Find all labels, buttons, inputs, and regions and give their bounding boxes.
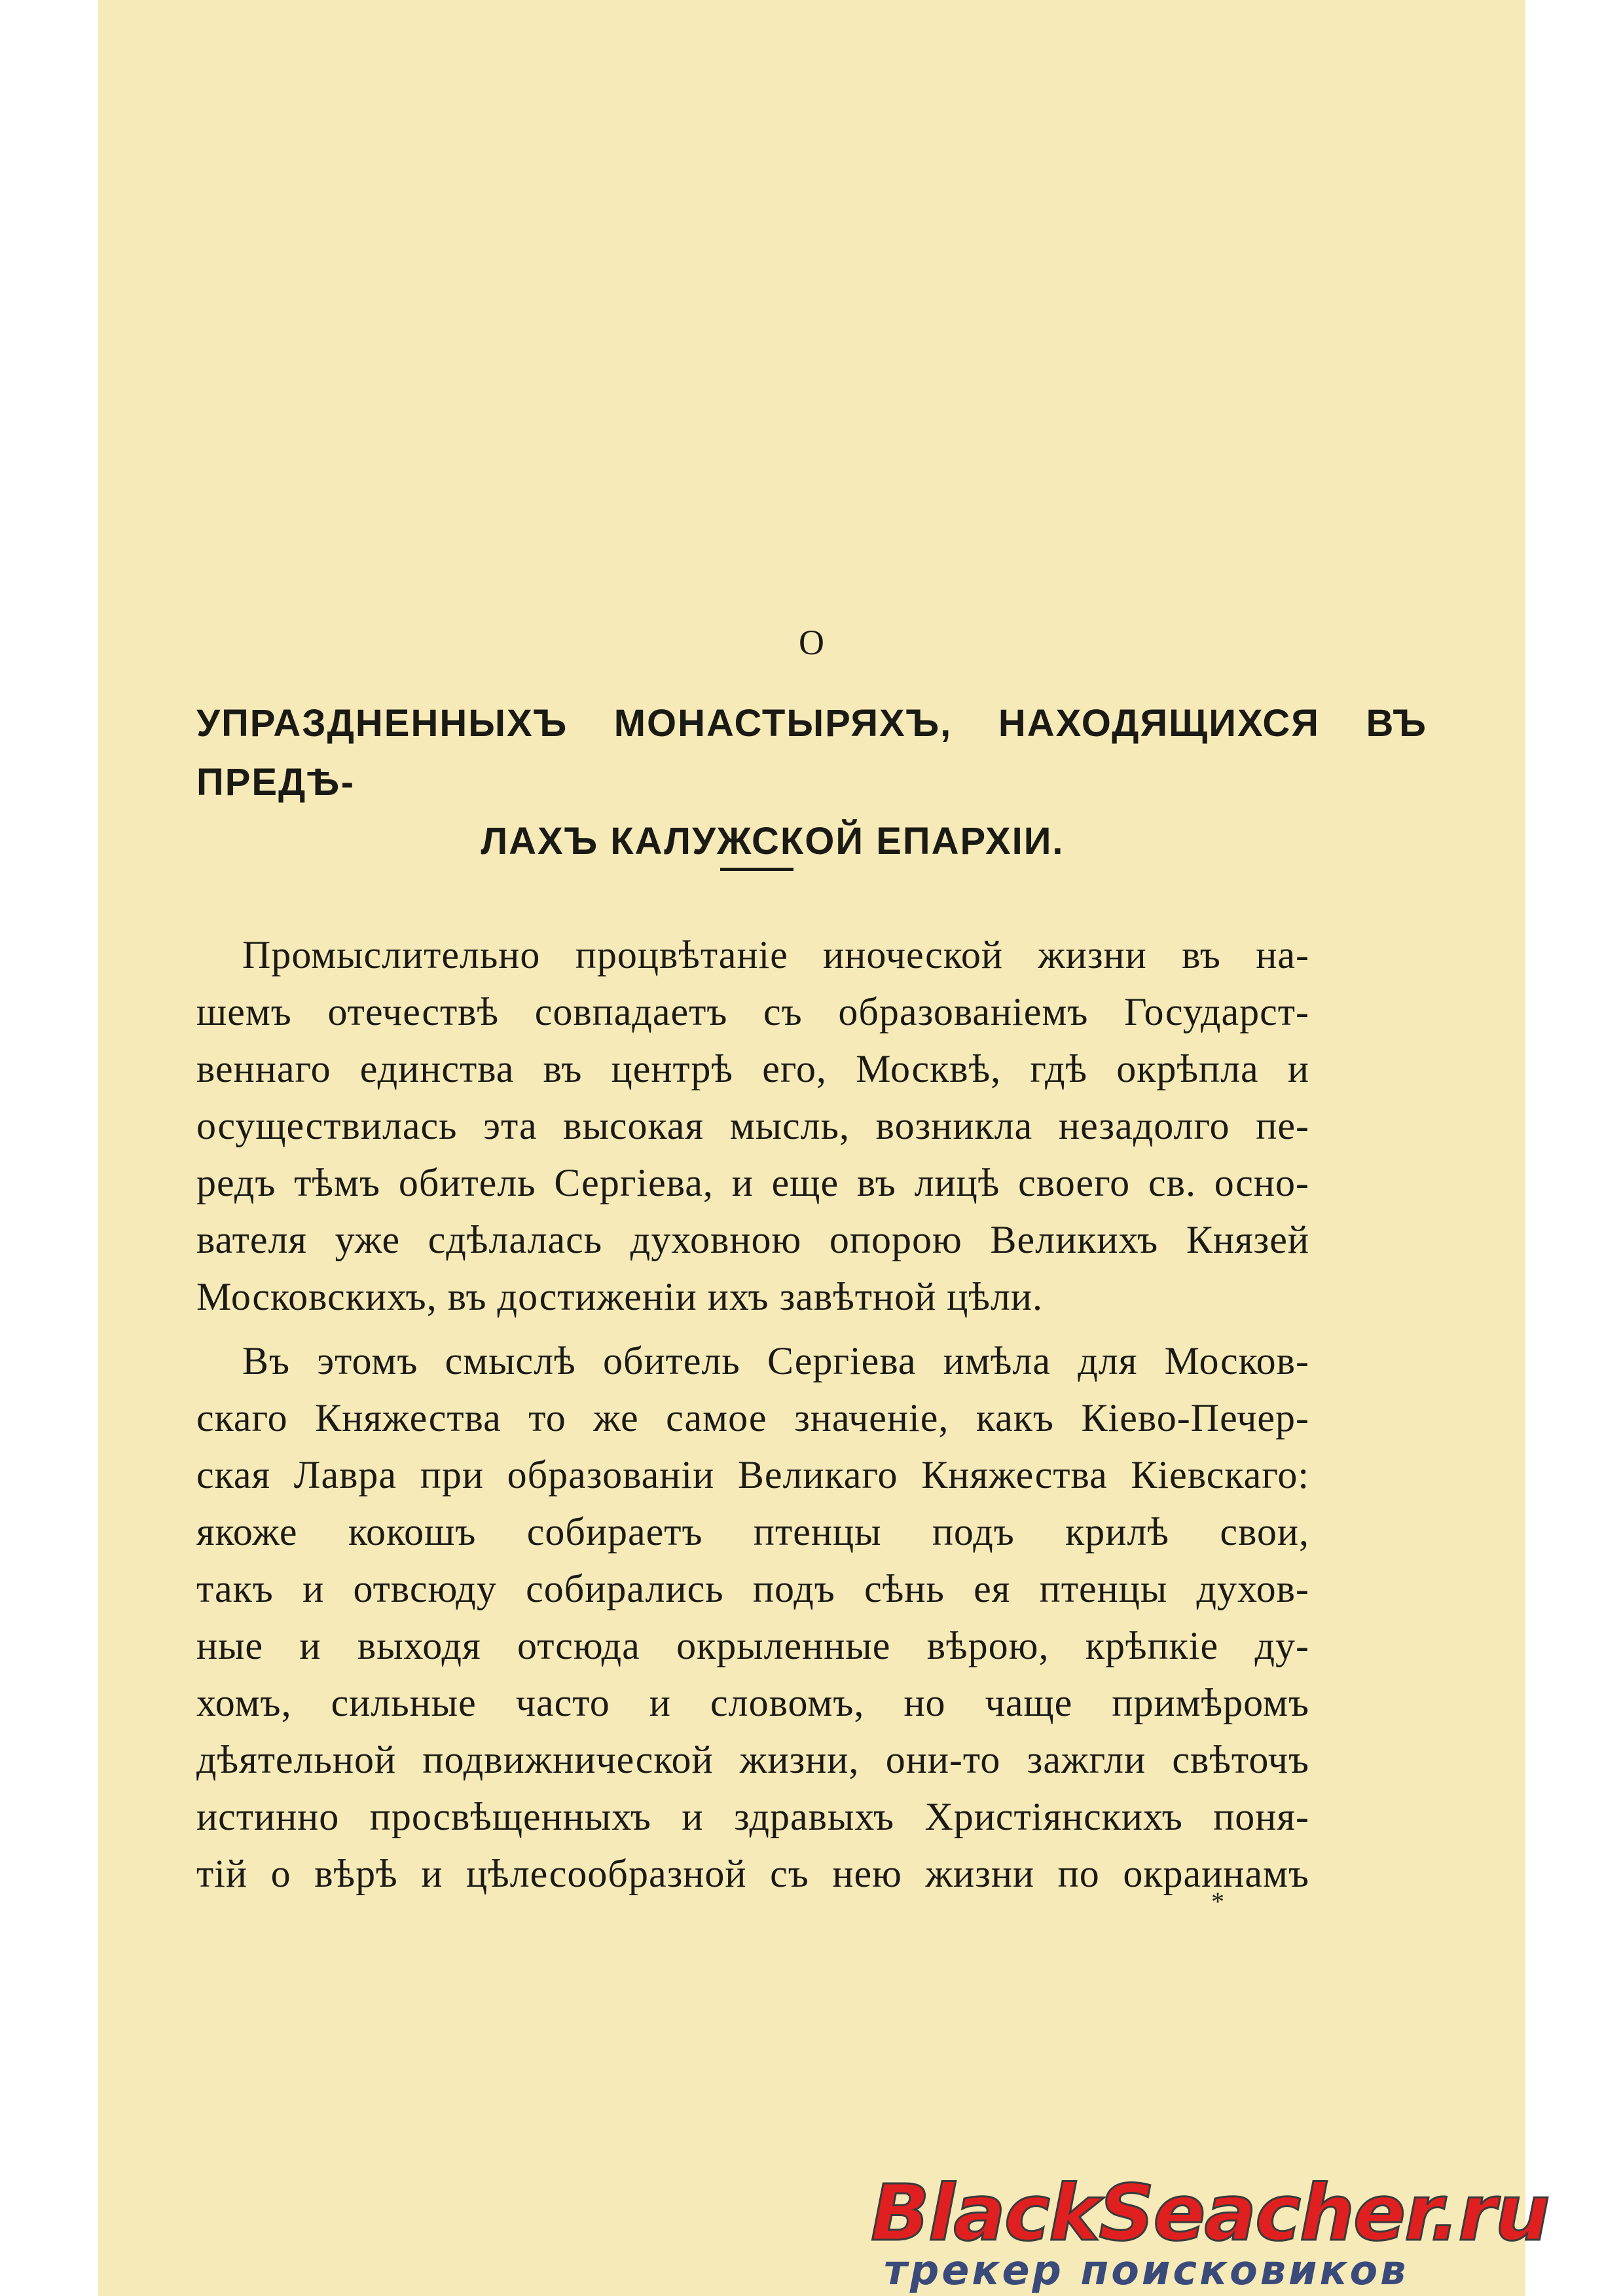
watermark-sub: трекер поисковиков	[884, 2246, 1409, 2294]
title-line-1: УПРАЗДНЕННЫХЪ МОНАСТЫРЯХЪ, НАХОДЯЩИХСЯ ВЪ ПРЕДѢ-	[196, 702, 1427, 804]
paragraph-1	[196, 927, 1309, 1325]
paragraph-line: тій о вѣрѣ и цѣлесообразной съ нею жизни по окраинамъ	[196, 1852, 1309, 1895]
paragraph-line: ская Лавра при образованіи Великаго Княжества Кіевскаго:	[196, 1453, 1309, 1496]
paragraph-line: Московскихъ, въ достиженіи ихъ завѣтной цѣли.	[196, 1275, 1043, 1318]
paragraph-line: истинно просвѣщенныхъ и здравыхъ Христіянскихъ поня-	[196, 1795, 1309, 1838]
paragraph-line: осуществилась эта высокая мысль, возникла незадолго пе-	[196, 1104, 1309, 1147]
heading-mark: О	[799, 623, 824, 662]
watermark-main: BlackSeacher.ru	[871, 2168, 1549, 2258]
paragraph-line: редъ тѣмъ обитель Сергіева, и еще въ лицѣ своего св. осно-	[196, 1161, 1309, 1204]
paragraph-line: якоже кокошъ собираетъ птенцы подъ крилѣ свои,	[196, 1510, 1309, 1553]
paragraph-line: такъ и отвсюду собирались подъ сѣнь ея птенцы духов-	[196, 1567, 1309, 1610]
paragraph-2	[196, 1333, 1309, 1902]
paragraph-line: шемъ отечествѣ совпадаетъ съ образованіемъ Государст-	[196, 990, 1309, 1033]
paragraph-line: скаго Княжества то же самое значеніе, какъ Кіево-Печер-	[196, 1396, 1309, 1439]
title-divider	[720, 868, 793, 871]
paragraph-line: веннаго единства въ центрѣ его, Москвѣ, гдѣ окрѣпла и	[196, 1047, 1309, 1090]
paragraph-line: хомъ, сильные часто и словомъ, но чаще примѣромъ	[196, 1681, 1309, 1724]
paragraph-line: ные и выходя отсюда окрыленные вѣрою, крѣпкіе ду-	[196, 1624, 1309, 1667]
paragraph-line: Промыслительно процвѣтаніе иноческой жизни въ на-	[242, 933, 1309, 976]
paragraph-line: Въ этомъ смыслѣ обитель Сергіева имѣла для Москов-	[242, 1339, 1309, 1382]
watermark-logo	[871, 2168, 1549, 2294]
paragraph-line: вателя уже сдѣлалась духовною опорою Великихъ Князей	[196, 1218, 1309, 1261]
paragraph-line: дѣятельной подвижнической жизни, они-то зажгли свѣточъ	[196, 1738, 1309, 1781]
title-line-2: ЛАХЪ КАЛУЖСКОЙ ЕПАРХІИ.	[481, 820, 1065, 862]
page-title	[196, 694, 1427, 871]
footnote-mark: *	[1211, 1887, 1224, 1916]
